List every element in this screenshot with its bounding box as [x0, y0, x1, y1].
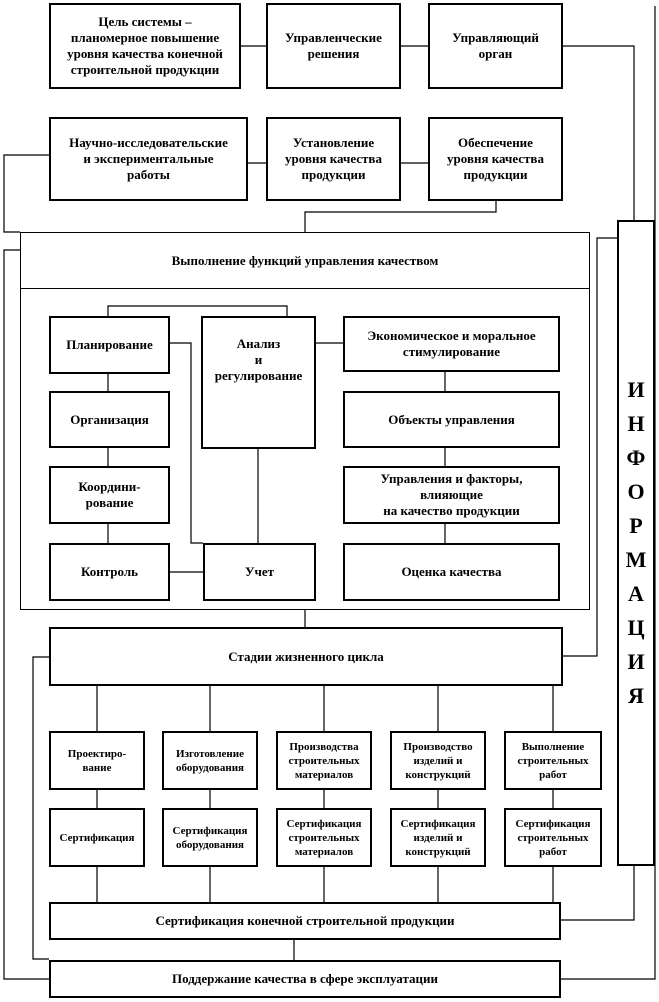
information-letter: Р: [629, 513, 643, 538]
information-letter: Ц: [627, 615, 645, 640]
planning-box: Планирование: [49, 316, 170, 374]
quality-level-setting-box: Установление уровня качества продукции: [266, 117, 401, 201]
information-letter: Ф: [626, 445, 646, 470]
information-letter: Я: [628, 683, 644, 708]
information-box: [617, 220, 655, 866]
functions-title: Выполнение функций управления качеством: [20, 232, 590, 289]
cert-structures-box: Сертификация изделий и конструкций: [390, 808, 486, 867]
cert-equipment-box: Сертификация оборудования: [162, 808, 258, 867]
stage-structures-box: Производство изделий и конструкций: [390, 731, 486, 790]
quality-factors-box: Управления и факторы, влияющие на качество продукции: [343, 466, 560, 524]
stage-design-box: Проектиро- вание: [49, 731, 145, 790]
governing-body-box: Управляющий орган: [428, 3, 563, 89]
stage-materials-box: Производства строительных материалов: [276, 731, 372, 790]
information-letter: М: [625, 547, 647, 572]
coordination-box: Координи- рование: [49, 466, 170, 524]
research-works-box: Научно-исследовательские и экспериментальные работы: [49, 117, 248, 201]
analysis-regulation-box: Анализ и регулирование: [201, 316, 316, 449]
final-certification-box: Сертификация конечной строительной продукции: [49, 902, 561, 940]
stimulation-box: Экономическое и моральное стимулирование: [343, 316, 560, 372]
stage-works-box: Выполнение строительных работ: [504, 731, 602, 790]
information-letter: И: [627, 649, 645, 674]
management-objects-box: Объекты управления: [343, 391, 560, 448]
system-goal-box: Цель системы – планомерное повышение уровня качества конечной строительной продукции: [49, 3, 241, 89]
cert-works-box: Сертификация строительных работ: [504, 808, 602, 867]
information-letter: О: [627, 479, 645, 504]
information-letter: Н: [627, 411, 645, 436]
accounting-box: Учет: [203, 543, 316, 601]
lifecycle-stages-box: Стадии жизненного цикла: [49, 627, 563, 686]
stage-equipment-box: Изготовление оборудования: [162, 731, 258, 790]
cert-design-box: Сертификация: [49, 808, 145, 867]
quality-assessment-box: Оценка качества: [343, 543, 560, 601]
cert-materials-box: Сертификация строительных материалов: [276, 808, 372, 867]
management-decisions-box: Управленческие решения: [266, 3, 401, 89]
information-letter: И: [627, 377, 645, 402]
control-box: Контроль: [49, 543, 170, 601]
quality-level-provision-box: Обеспечение уровня качества продукции: [428, 117, 563, 201]
organization-box: Организация: [49, 391, 170, 448]
information-letter: А: [628, 581, 644, 606]
maintenance-box: Поддержание качества в сфере эксплуатации: [49, 960, 561, 998]
